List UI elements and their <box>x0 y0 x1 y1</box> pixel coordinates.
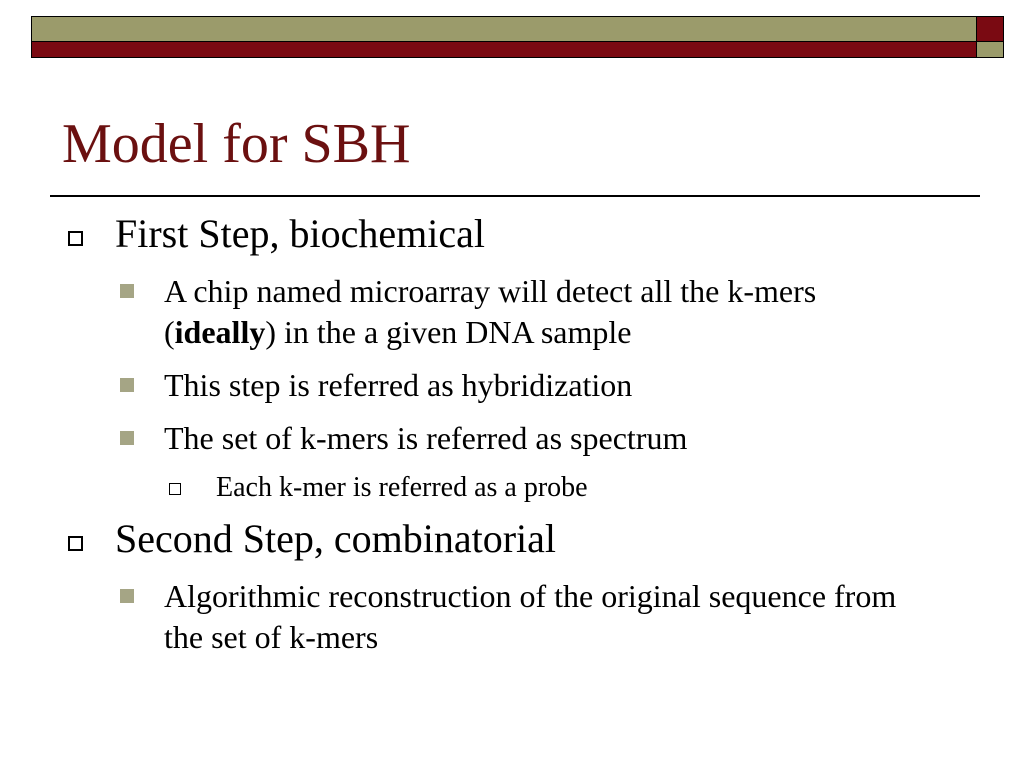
filled-square-icon <box>120 589 134 603</box>
filled-square-icon <box>120 431 134 445</box>
emphasis-ideally: ideally <box>174 314 266 350</box>
filled-square-icon <box>120 378 134 392</box>
hollow-square-icon <box>68 536 83 551</box>
filled-square-icon <box>120 284 134 298</box>
bullet-level2-reconstruction: Algorithmic reconstruction of the original sequence from the set of k-mers <box>164 578 897 655</box>
bullet-level1-first-step: First Step, biochemical <box>115 211 485 256</box>
bullet-level1-second-step: Second Step, combinatorial <box>115 516 557 561</box>
bullet-level2-microarray <box>164 271 924 353</box>
header-olive-bar <box>31 16 977 42</box>
slide-title: Model for SBH <box>62 113 411 175</box>
microarray-text-post: ) in the a given DNA sample <box>265 314 632 350</box>
header-red-square <box>977 16 1004 42</box>
header-olive-square <box>977 42 1004 58</box>
header-red-bar <box>31 42 977 58</box>
bullet-level2-hybridization: This step is referred as hybridization <box>164 367 633 403</box>
bullet-level3-probe: Each k-mer is referred as a probe <box>216 472 588 503</box>
title-underline <box>50 195 980 197</box>
microarray-text-pre: A chip named microarray will detect all the k-mers ( <box>164 273 817 350</box>
bullet-level2-spectrum: The set of k-mers is referred as spectrum <box>164 420 688 456</box>
hollow-square-icon <box>169 483 181 495</box>
hollow-square-icon <box>68 231 83 246</box>
